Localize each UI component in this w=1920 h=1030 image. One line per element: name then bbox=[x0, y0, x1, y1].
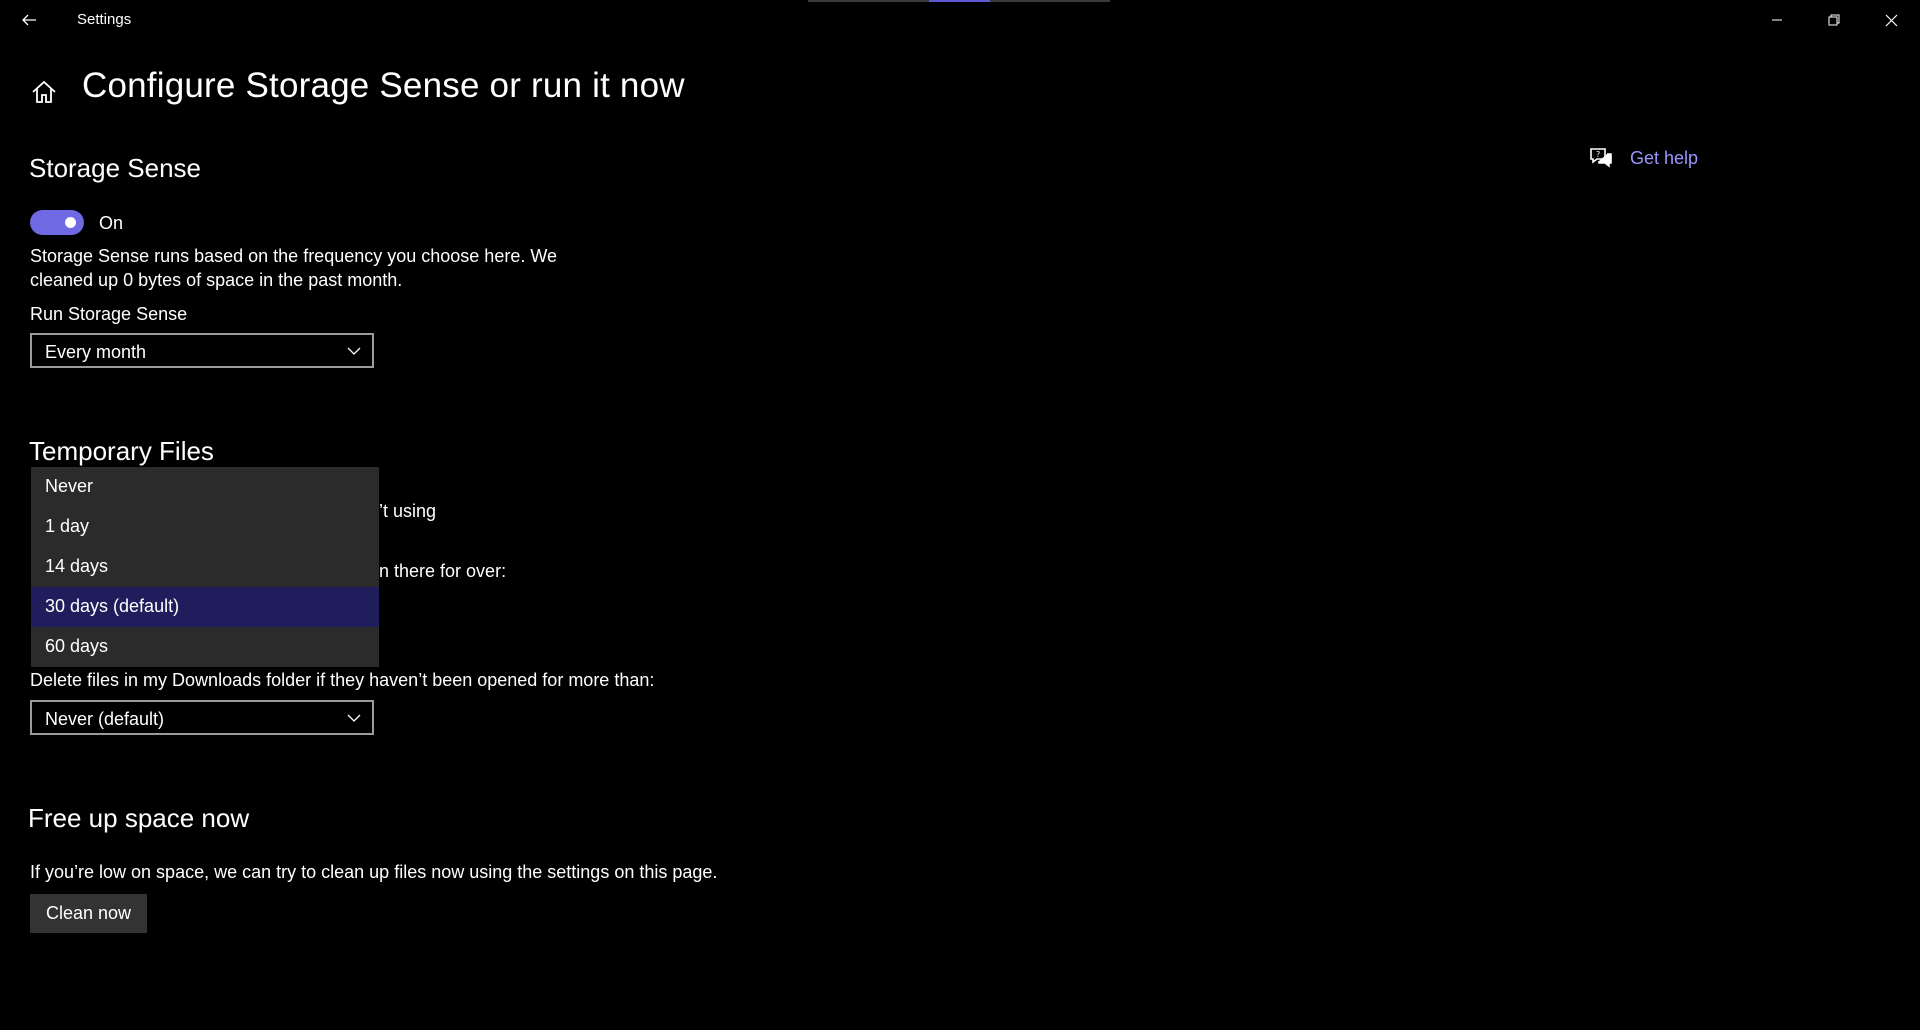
dropdown-option-label: 60 days bbox=[45, 636, 109, 656]
minimize-button[interactable] bbox=[1748, 0, 1806, 40]
loading-progress-indicator bbox=[929, 0, 990, 2]
loading-progress-bar bbox=[808, 0, 1110, 2]
close-button[interactable] bbox=[1862, 0, 1920, 40]
dropdown-option-14-days[interactable] bbox=[31, 547, 379, 587]
dropdown-option-label: 14 days bbox=[45, 556, 109, 576]
home-icon[interactable] bbox=[30, 78, 58, 106]
dropdown-option-label: 30 days (default) bbox=[45, 596, 180, 616]
temporary-files-heading: Temporary Files bbox=[29, 436, 214, 466]
recycle-bin-label-partial: n there for over: bbox=[379, 561, 507, 581]
toggle-state-label: On bbox=[99, 213, 124, 233]
storage-sense-heading: Storage Sense bbox=[29, 153, 202, 183]
chevron-down-icon bbox=[346, 710, 362, 726]
back-button[interactable] bbox=[12, 6, 46, 34]
storage-sense-description-line1: Storage Sense runs based on the frequency you choose here. We bbox=[30, 246, 558, 266]
minimize-icon bbox=[1771, 14, 1783, 26]
dropdown-option-1-day[interactable] bbox=[31, 507, 379, 547]
page-title: Configure Storage Sense or run it now bbox=[82, 66, 685, 105]
recycle-bin-duration-dropdown[interactable] bbox=[31, 467, 379, 667]
clean-now-button[interactable]: Clean now bbox=[30, 894, 147, 933]
free-up-space-heading: Free up space now bbox=[28, 803, 250, 833]
temp-files-option-text-partial: ’t using bbox=[379, 501, 437, 521]
free-up-space-description: If you’re low on space, we can try to clean up files now using the settings on this page. bbox=[30, 862, 718, 882]
back-arrow-icon bbox=[21, 12, 37, 28]
window-title: Settings bbox=[77, 11, 132, 28]
dropdown-option-60-days[interactable] bbox=[31, 627, 379, 667]
restore-button[interactable] bbox=[1805, 0, 1863, 40]
dropdown-option-never[interactable] bbox=[31, 467, 379, 507]
get-help-link[interactable]: Get help bbox=[1630, 148, 1699, 168]
get-help-icon[interactable] bbox=[1588, 146, 1614, 170]
chevron-down-icon bbox=[346, 343, 362, 359]
storage-sense-description-line2: cleaned up 0 bytes of space in the past month. bbox=[30, 270, 403, 290]
downloads-cleanup-value: Never (default) bbox=[45, 709, 165, 729]
restore-icon bbox=[1828, 14, 1840, 26]
run-storage-sense-select[interactable] bbox=[30, 333, 374, 368]
close-icon bbox=[1885, 14, 1898, 27]
dropdown-option-label: Never bbox=[45, 476, 94, 496]
title-bar bbox=[0, 0, 1920, 40]
storage-sense-toggle[interactable] bbox=[30, 210, 84, 235]
dropdown-option-30-days[interactable] bbox=[31, 587, 379, 627]
downloads-folder-label: Delete files in my Downloads folder if they haven’t been opened for more than: bbox=[30, 670, 655, 690]
toggle-knob bbox=[65, 217, 76, 228]
downloads-cleanup-select[interactable] bbox=[30, 700, 374, 735]
dropdown-option-label: 1 day bbox=[45, 516, 90, 536]
run-storage-sense-label: Run Storage Sense bbox=[30, 304, 188, 324]
run-storage-sense-value: Every month bbox=[45, 342, 147, 362]
svg-text:?: ? bbox=[1596, 150, 1601, 159]
